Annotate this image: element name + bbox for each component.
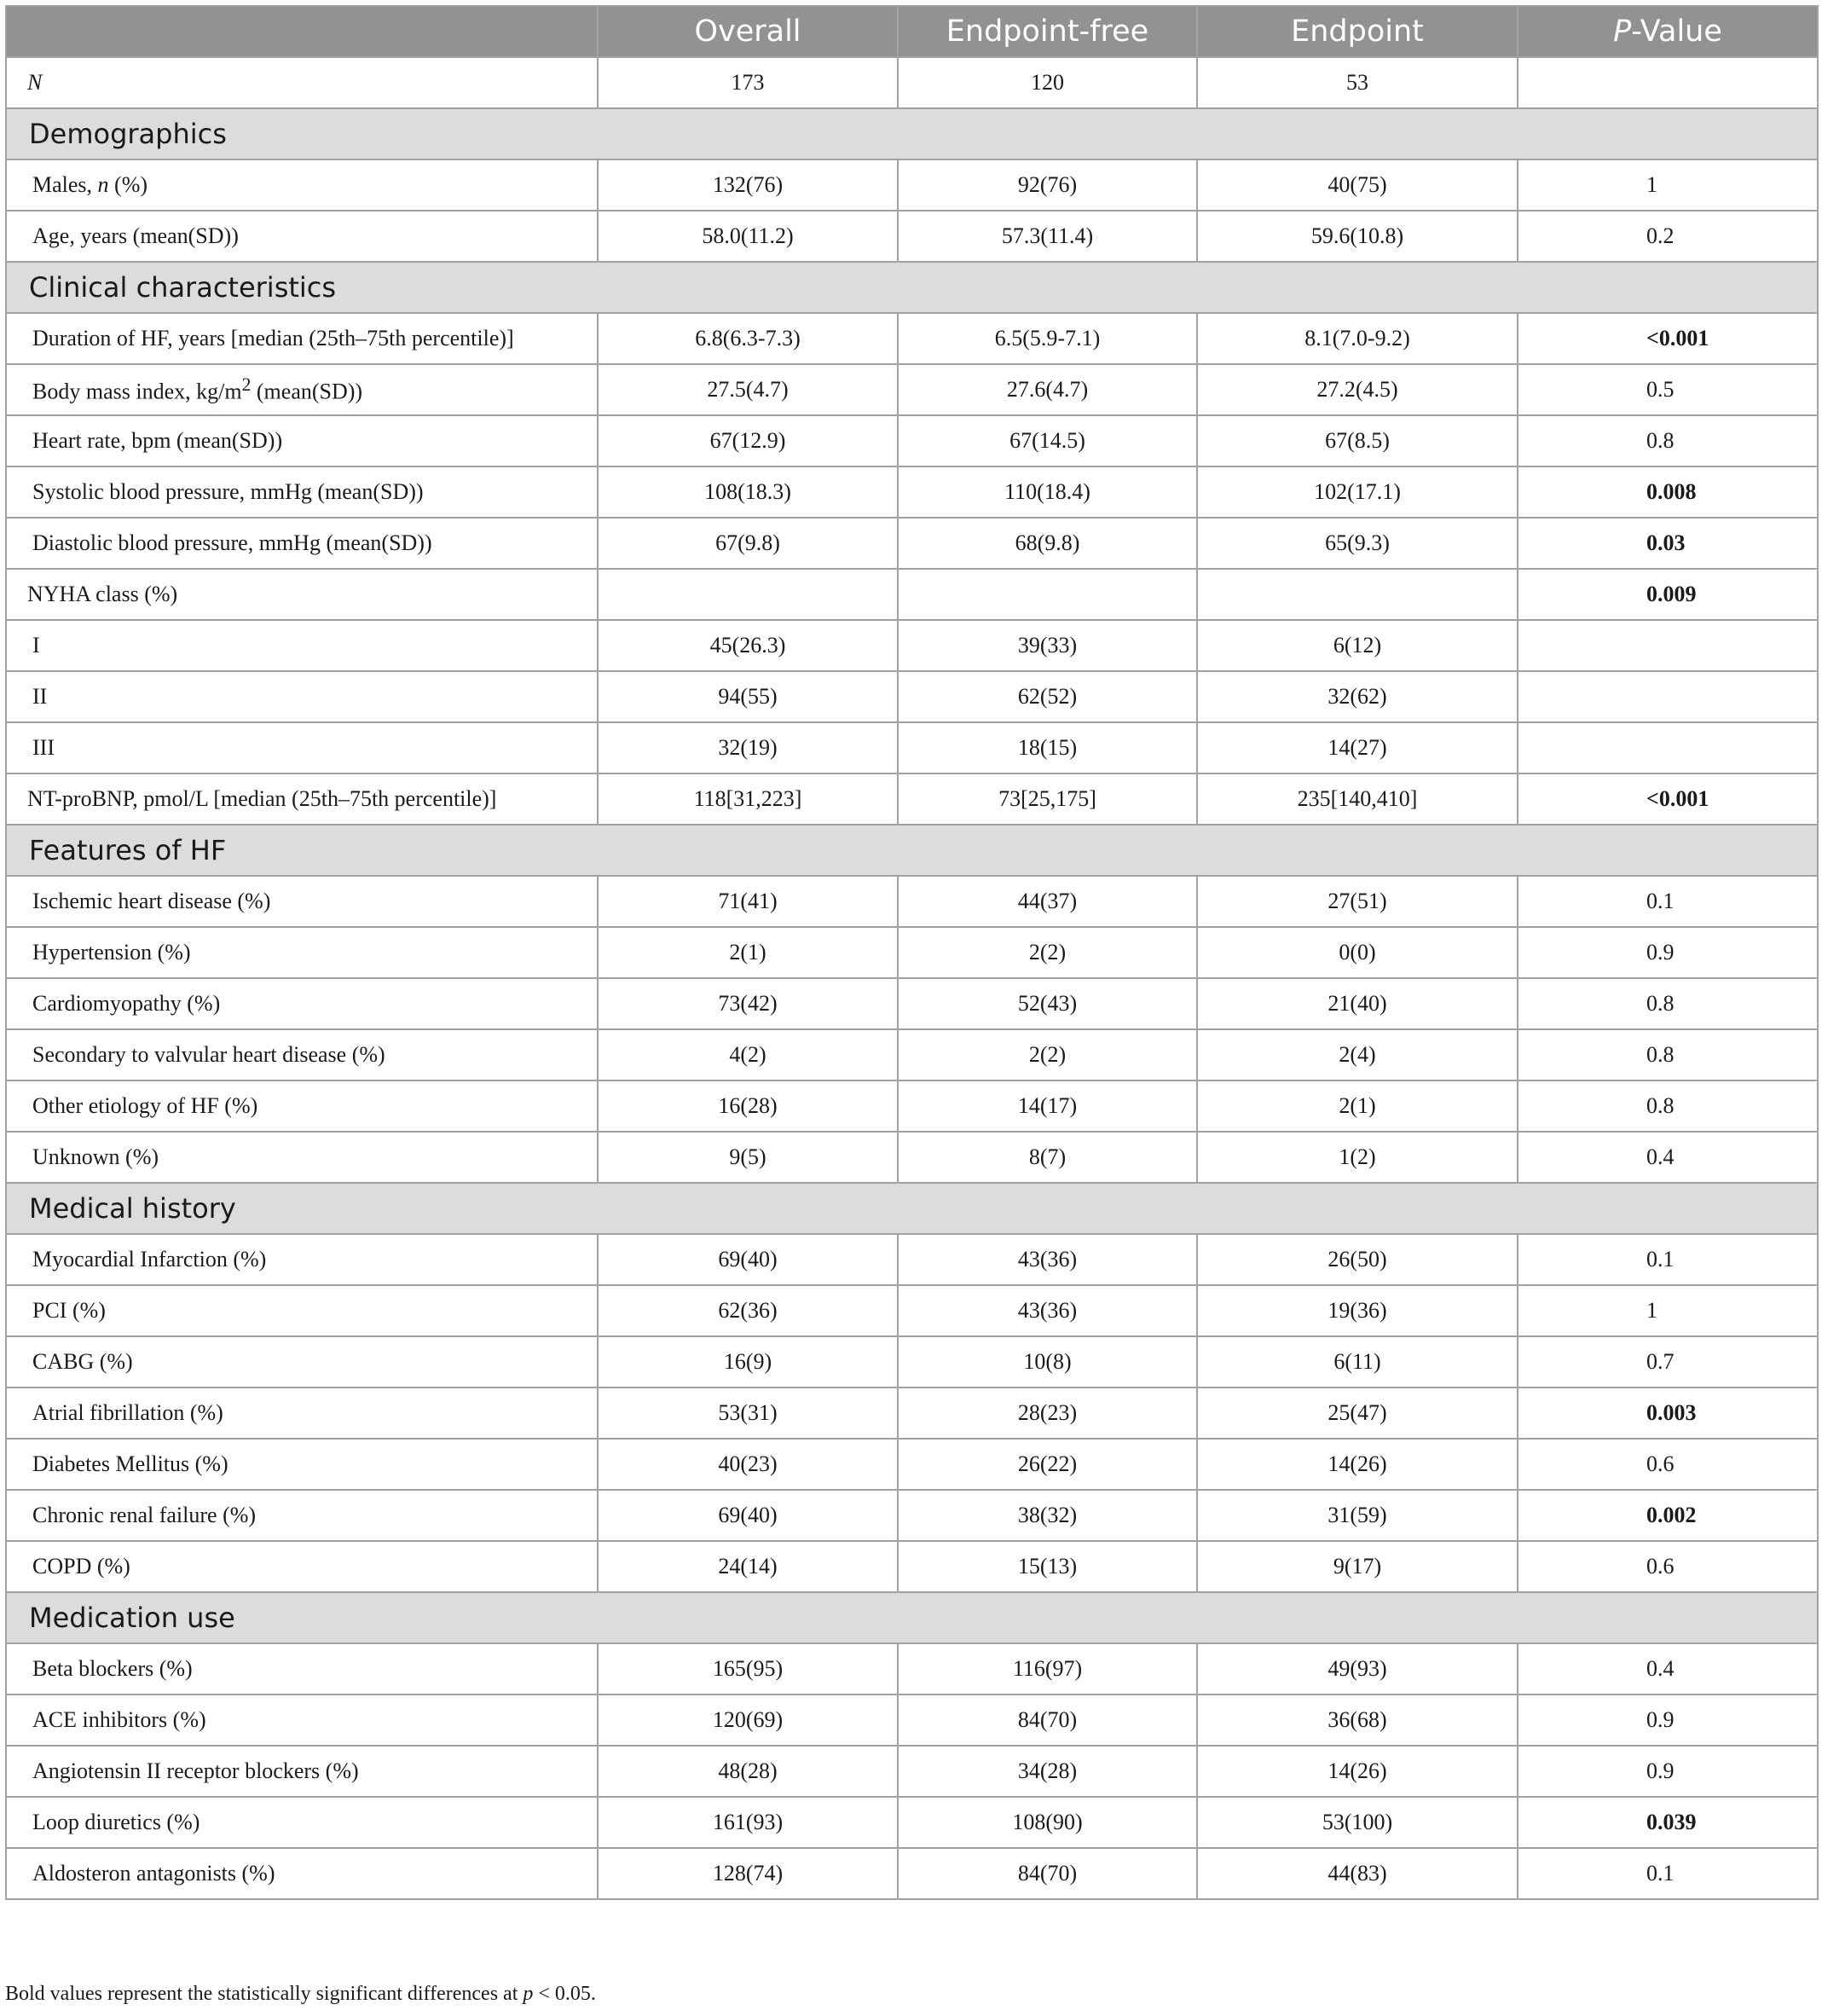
cell-endpoint: 235[140,410]	[1197, 773, 1518, 825]
table-row-ihd	[6, 876, 1818, 927]
cell-p-value: 0.4	[1518, 1643, 1818, 1694]
cell-overall: 32(19)	[598, 722, 898, 773]
cell-p-value: 0.5	[1518, 364, 1818, 415]
row-label: NYHA class (%)	[6, 569, 598, 620]
footnote-text: Bold values represent the statistically significant differences at	[5, 1983, 523, 2005]
row-label	[6, 364, 598, 415]
section-title: Features of HF	[6, 825, 1818, 876]
cell-endpoint: 102(17.1)	[1197, 466, 1518, 518]
cell-p-value: 0.039	[1518, 1797, 1818, 1848]
cell-endpoint-free: 120	[898, 57, 1197, 108]
footnote-italic: p	[523, 1983, 534, 2005]
table-row-nyha-3	[6, 722, 1818, 773]
table-row-other-etiology	[6, 1080, 1818, 1132]
row-label: ACE inhibitors (%)	[6, 1694, 598, 1746]
section-title: Demographics	[6, 108, 1818, 159]
cell-endpoint: 14(26)	[1197, 1439, 1518, 1490]
row-label: Other etiology of HF (%)	[6, 1080, 598, 1132]
section-row-medication	[6, 1592, 1818, 1643]
cell-overall: 2(1)	[598, 927, 898, 978]
footnote-text-post: < 0.05.	[533, 1983, 596, 2005]
table-row-cardiomyopathy	[6, 978, 1818, 1029]
cell-endpoint-free: 62(52)	[898, 671, 1197, 722]
cell-p-value: 1	[1518, 159, 1818, 211]
cell-endpoint-free: 28(23)	[898, 1387, 1197, 1439]
cell-overall: 128(74)	[598, 1848, 898, 1899]
table-row-ntprobnp	[6, 773, 1818, 825]
section-row-clinical	[6, 262, 1818, 313]
cell-overall: 27.5(4.7)	[598, 364, 898, 415]
table-row-dbp	[6, 518, 1818, 569]
table-row-nyha-1	[6, 620, 1818, 671]
row-label: Cardiomyopathy (%)	[6, 978, 598, 1029]
cell-overall: 48(28)	[598, 1746, 898, 1797]
cell-endpoint: 14(26)	[1197, 1746, 1518, 1797]
cell-p-value: 0.4	[1518, 1132, 1818, 1183]
cell-p-value	[1518, 722, 1818, 773]
cell-endpoint-free: 57.3(11.4)	[898, 211, 1197, 262]
cell-endpoint-free: 67(14.5)	[898, 415, 1197, 466]
cell-endpoint: 44(83)	[1197, 1848, 1518, 1899]
cell-endpoint-free: 43(36)	[898, 1285, 1197, 1336]
cell-p-value: 1	[1518, 1285, 1818, 1336]
cell-endpoint-free: 39(33)	[898, 620, 1197, 671]
cell-endpoint: 49(93)	[1197, 1643, 1518, 1694]
cell-endpoint-free: 38(32)	[898, 1490, 1197, 1541]
cell-p-value: 0.9	[1518, 1694, 1818, 1746]
cell-p-value: 0.002	[1518, 1490, 1818, 1541]
cell-endpoint: 1(2)	[1197, 1132, 1518, 1183]
table-row-nyha-2	[6, 671, 1818, 722]
header-p-italic: P	[1613, 14, 1632, 49]
cell-p-value: 0.009	[1518, 569, 1818, 620]
table-footnote	[5, 1983, 596, 2006]
table-row-bmi	[6, 364, 1818, 415]
cell-endpoint: 6(12)	[1197, 620, 1518, 671]
cell-p-value: 0.03	[1518, 518, 1818, 569]
cell-p-value	[1518, 671, 1818, 722]
header-overall: Overall	[598, 6, 898, 57]
header-blank-cell	[6, 6, 598, 57]
row-label: Myocardial Infarction (%)	[6, 1234, 598, 1285]
cell-endpoint-free: 84(70)	[898, 1694, 1197, 1746]
cell-p-value: 0.8	[1518, 415, 1818, 466]
cell-p-value: 0.1	[1518, 1848, 1818, 1899]
cell-endpoint: 9(17)	[1197, 1541, 1518, 1592]
table-row-copd	[6, 1541, 1818, 1592]
row-label: Ischemic heart disease (%)	[6, 876, 598, 927]
cell-p-value: 0.1	[1518, 876, 1818, 927]
row-label: Chronic renal failure (%)	[6, 1490, 598, 1541]
cell-endpoint-free: 26(22)	[898, 1439, 1197, 1490]
row-label: Heart rate, bpm (mean(SD))	[6, 415, 598, 466]
table-row-heart-rate	[6, 415, 1818, 466]
cell-p-value: 0.8	[1518, 978, 1818, 1029]
row-label	[6, 57, 598, 108]
cell-endpoint-free: 108(90)	[898, 1797, 1197, 1848]
cell-endpoint-free: 44(37)	[898, 876, 1197, 927]
cell-overall: 9(5)	[598, 1132, 898, 1183]
table-row-aldosteron	[6, 1848, 1818, 1899]
cell-endpoint: 32(62)	[1197, 671, 1518, 722]
cell-overall: 4(2)	[598, 1029, 898, 1080]
cell-p-value: 0.008	[1518, 466, 1818, 518]
cell-endpoint: 40(75)	[1197, 159, 1518, 211]
cell-overall: 69(40)	[598, 1490, 898, 1541]
table-row-pci	[6, 1285, 1818, 1336]
cell-overall: 40(23)	[598, 1439, 898, 1490]
cell-endpoint-free: 116(97)	[898, 1643, 1197, 1694]
cell-p-value: 0.2	[1518, 211, 1818, 262]
row-label: NT-proBNP, pmol/L [median (25th–75th percentile)]	[6, 773, 598, 825]
cell-endpoint: 14(27)	[1197, 722, 1518, 773]
cell-endpoint-free: 92(76)	[898, 159, 1197, 211]
cell-endpoint: 67(8.5)	[1197, 415, 1518, 466]
table-row-valvular	[6, 1029, 1818, 1080]
cell-overall: 165(95)	[598, 1643, 898, 1694]
row-label: Loop diuretics (%)	[6, 1797, 598, 1848]
cell-overall: 24(14)	[598, 1541, 898, 1592]
row-label: Atrial fibrillation (%)	[6, 1387, 598, 1439]
cell-endpoint-free: 84(70)	[898, 1848, 1197, 1899]
cell-overall: 108(18.3)	[598, 466, 898, 518]
cell-endpoint: 0(0)	[1197, 927, 1518, 978]
cell-overall: 53(31)	[598, 1387, 898, 1439]
table-row-duration	[6, 313, 1818, 364]
cell-overall: 73(42)	[598, 978, 898, 1029]
header-endpoint: Endpoint	[1197, 6, 1518, 57]
table-row-hypertension	[6, 927, 1818, 978]
cell-endpoint-free: 73[25,175]	[898, 773, 1197, 825]
cell-endpoint: 53	[1197, 57, 1518, 108]
cell-endpoint-free: 6.5(5.9-7.1)	[898, 313, 1197, 364]
cell-endpoint: 59.6(10.8)	[1197, 211, 1518, 262]
table-header-row	[6, 6, 1818, 57]
cell-endpoint: 2(4)	[1197, 1029, 1518, 1080]
cell-p-value	[1518, 620, 1818, 671]
cell-overall: 94(55)	[598, 671, 898, 722]
row-label: III	[6, 722, 598, 773]
cell-endpoint: 6(11)	[1197, 1336, 1518, 1387]
row-label: Diabetes Mellitus (%)	[6, 1439, 598, 1490]
header-p-rest: -Value	[1631, 14, 1722, 49]
cell-p-value: 0.1	[1518, 1234, 1818, 1285]
cell-overall: 69(40)	[598, 1234, 898, 1285]
cell-overall: 161(93)	[598, 1797, 898, 1848]
section-row-features	[6, 825, 1818, 876]
row-label: II	[6, 671, 598, 722]
cell-endpoint-free: 52(43)	[898, 978, 1197, 1029]
cell-endpoint-free: 2(2)	[898, 1029, 1197, 1080]
table-row-nyha	[6, 569, 1818, 620]
cell-endpoint: 21(40)	[1197, 978, 1518, 1029]
label-italic: n	[97, 172, 109, 197]
cell-endpoint: 19(36)	[1197, 1285, 1518, 1336]
row-label: Diastolic blood pressure, mmHg (mean(SD))	[6, 518, 598, 569]
cell-overall	[598, 569, 898, 620]
cell-overall: 67(12.9)	[598, 415, 898, 466]
cell-overall: 58.0(11.2)	[598, 211, 898, 262]
row-label: Hypertension (%)	[6, 927, 598, 978]
cell-overall: 6.8(6.3-7.3)	[598, 313, 898, 364]
cell-p-value: 0.8	[1518, 1080, 1818, 1132]
characteristics-table	[5, 5, 1819, 1900]
label-text-post: (mean(SD))	[251, 379, 363, 404]
table-row-arb	[6, 1746, 1818, 1797]
row-label: Angiotensin II receptor blockers (%)	[6, 1746, 598, 1797]
cell-overall: 173	[598, 57, 898, 108]
cell-endpoint: 27(51)	[1197, 876, 1518, 927]
row-label: Systolic blood pressure, mmHg (mean(SD))	[6, 466, 598, 518]
section-title: Medication use	[6, 1592, 1818, 1643]
cell-p-value: 0.9	[1518, 927, 1818, 978]
cell-overall: 45(26.3)	[598, 620, 898, 671]
cell-endpoint-free: 18(15)	[898, 722, 1197, 773]
cell-overall: 120(69)	[598, 1694, 898, 1746]
label-text: Males,	[32, 172, 98, 197]
table-row-crf	[6, 1490, 1818, 1541]
table-row-ace	[6, 1694, 1818, 1746]
cell-p-value: 0.6	[1518, 1541, 1818, 1592]
table-row-mi	[6, 1234, 1818, 1285]
cell-endpoint: 65(9.3)	[1197, 518, 1518, 569]
row-label: Aldosteron antagonists (%)	[6, 1848, 598, 1899]
cell-overall: 118[31,223]	[598, 773, 898, 825]
cell-endpoint: 8.1(7.0-9.2)	[1197, 313, 1518, 364]
cell-endpoint-free: 2(2)	[898, 927, 1197, 978]
cell-endpoint: 2(1)	[1197, 1080, 1518, 1132]
cell-endpoint-free: 27.6(4.7)	[898, 364, 1197, 415]
cell-p-value: 0.9	[1518, 1746, 1818, 1797]
header-endpoint-free: Endpoint-free	[898, 6, 1197, 57]
cell-p-value: <0.001	[1518, 313, 1818, 364]
table-row-af	[6, 1387, 1818, 1439]
table-row-loop-diuretics	[6, 1797, 1818, 1848]
row-label: CABG (%)	[6, 1336, 598, 1387]
cell-p-value: 0.7	[1518, 1336, 1818, 1387]
cell-overall: 71(41)	[598, 876, 898, 927]
cell-endpoint-free: 15(13)	[898, 1541, 1197, 1592]
cell-p-value	[1518, 57, 1818, 108]
row-label: I	[6, 620, 598, 671]
section-row-history	[6, 1183, 1818, 1234]
characteristics-table-container	[5, 5, 1817, 1900]
table-row-cabg	[6, 1336, 1818, 1387]
cell-p-value: 0.003	[1518, 1387, 1818, 1439]
row-label: PCI (%)	[6, 1285, 598, 1336]
cell-endpoint: 25(47)	[1197, 1387, 1518, 1439]
row-label: Age, years (mean(SD))	[6, 211, 598, 262]
table-row-unknown	[6, 1132, 1818, 1183]
cell-overall: 67(9.8)	[598, 518, 898, 569]
cell-p-value: <0.001	[1518, 773, 1818, 825]
table-row-males	[6, 159, 1818, 211]
n-label: N	[27, 70, 43, 95]
table-row-dm	[6, 1439, 1818, 1490]
row-label: Duration of HF, years [median (25th–75th percentile)]	[6, 313, 598, 364]
cell-endpoint-free	[898, 569, 1197, 620]
label-superscript: 2	[241, 374, 252, 396]
header-p-value	[1518, 6, 1818, 57]
label-text-post: (%)	[108, 172, 148, 197]
table-row-age	[6, 211, 1818, 262]
label-text: Body mass index, kg/m	[32, 379, 242, 404]
cell-endpoint: 26(50)	[1197, 1234, 1518, 1285]
section-title: Medical history	[6, 1183, 1818, 1234]
cell-overall: 62(36)	[598, 1285, 898, 1336]
table-row-beta-blockers	[6, 1643, 1818, 1694]
cell-endpoint-free: 34(28)	[898, 1746, 1197, 1797]
row-label: Secondary to valvular heart disease (%)	[6, 1029, 598, 1080]
cell-endpoint: 36(68)	[1197, 1694, 1518, 1746]
cell-endpoint-free: 110(18.4)	[898, 466, 1197, 518]
cell-overall: 16(28)	[598, 1080, 898, 1132]
cell-endpoint: 53(100)	[1197, 1797, 1518, 1848]
section-title: Clinical characteristics	[6, 262, 1818, 313]
section-row-demographics	[6, 108, 1818, 159]
row-label: Unknown (%)	[6, 1132, 598, 1183]
table-row-n	[6, 57, 1818, 108]
cell-endpoint	[1197, 569, 1518, 620]
cell-endpoint-free: 14(17)	[898, 1080, 1197, 1132]
row-label	[6, 159, 598, 211]
cell-endpoint: 31(59)	[1197, 1490, 1518, 1541]
cell-endpoint-free: 68(9.8)	[898, 518, 1197, 569]
table-row-sbp	[6, 466, 1818, 518]
cell-p-value: 0.6	[1518, 1439, 1818, 1490]
cell-endpoint-free: 10(8)	[898, 1336, 1197, 1387]
row-label: COPD (%)	[6, 1541, 598, 1592]
cell-endpoint: 27.2(4.5)	[1197, 364, 1518, 415]
cell-overall: 132(76)	[598, 159, 898, 211]
cell-p-value: 0.8	[1518, 1029, 1818, 1080]
cell-endpoint-free: 8(7)	[898, 1132, 1197, 1183]
cell-overall: 16(9)	[598, 1336, 898, 1387]
row-label: Beta blockers (%)	[6, 1643, 598, 1694]
cell-endpoint-free: 43(36)	[898, 1234, 1197, 1285]
